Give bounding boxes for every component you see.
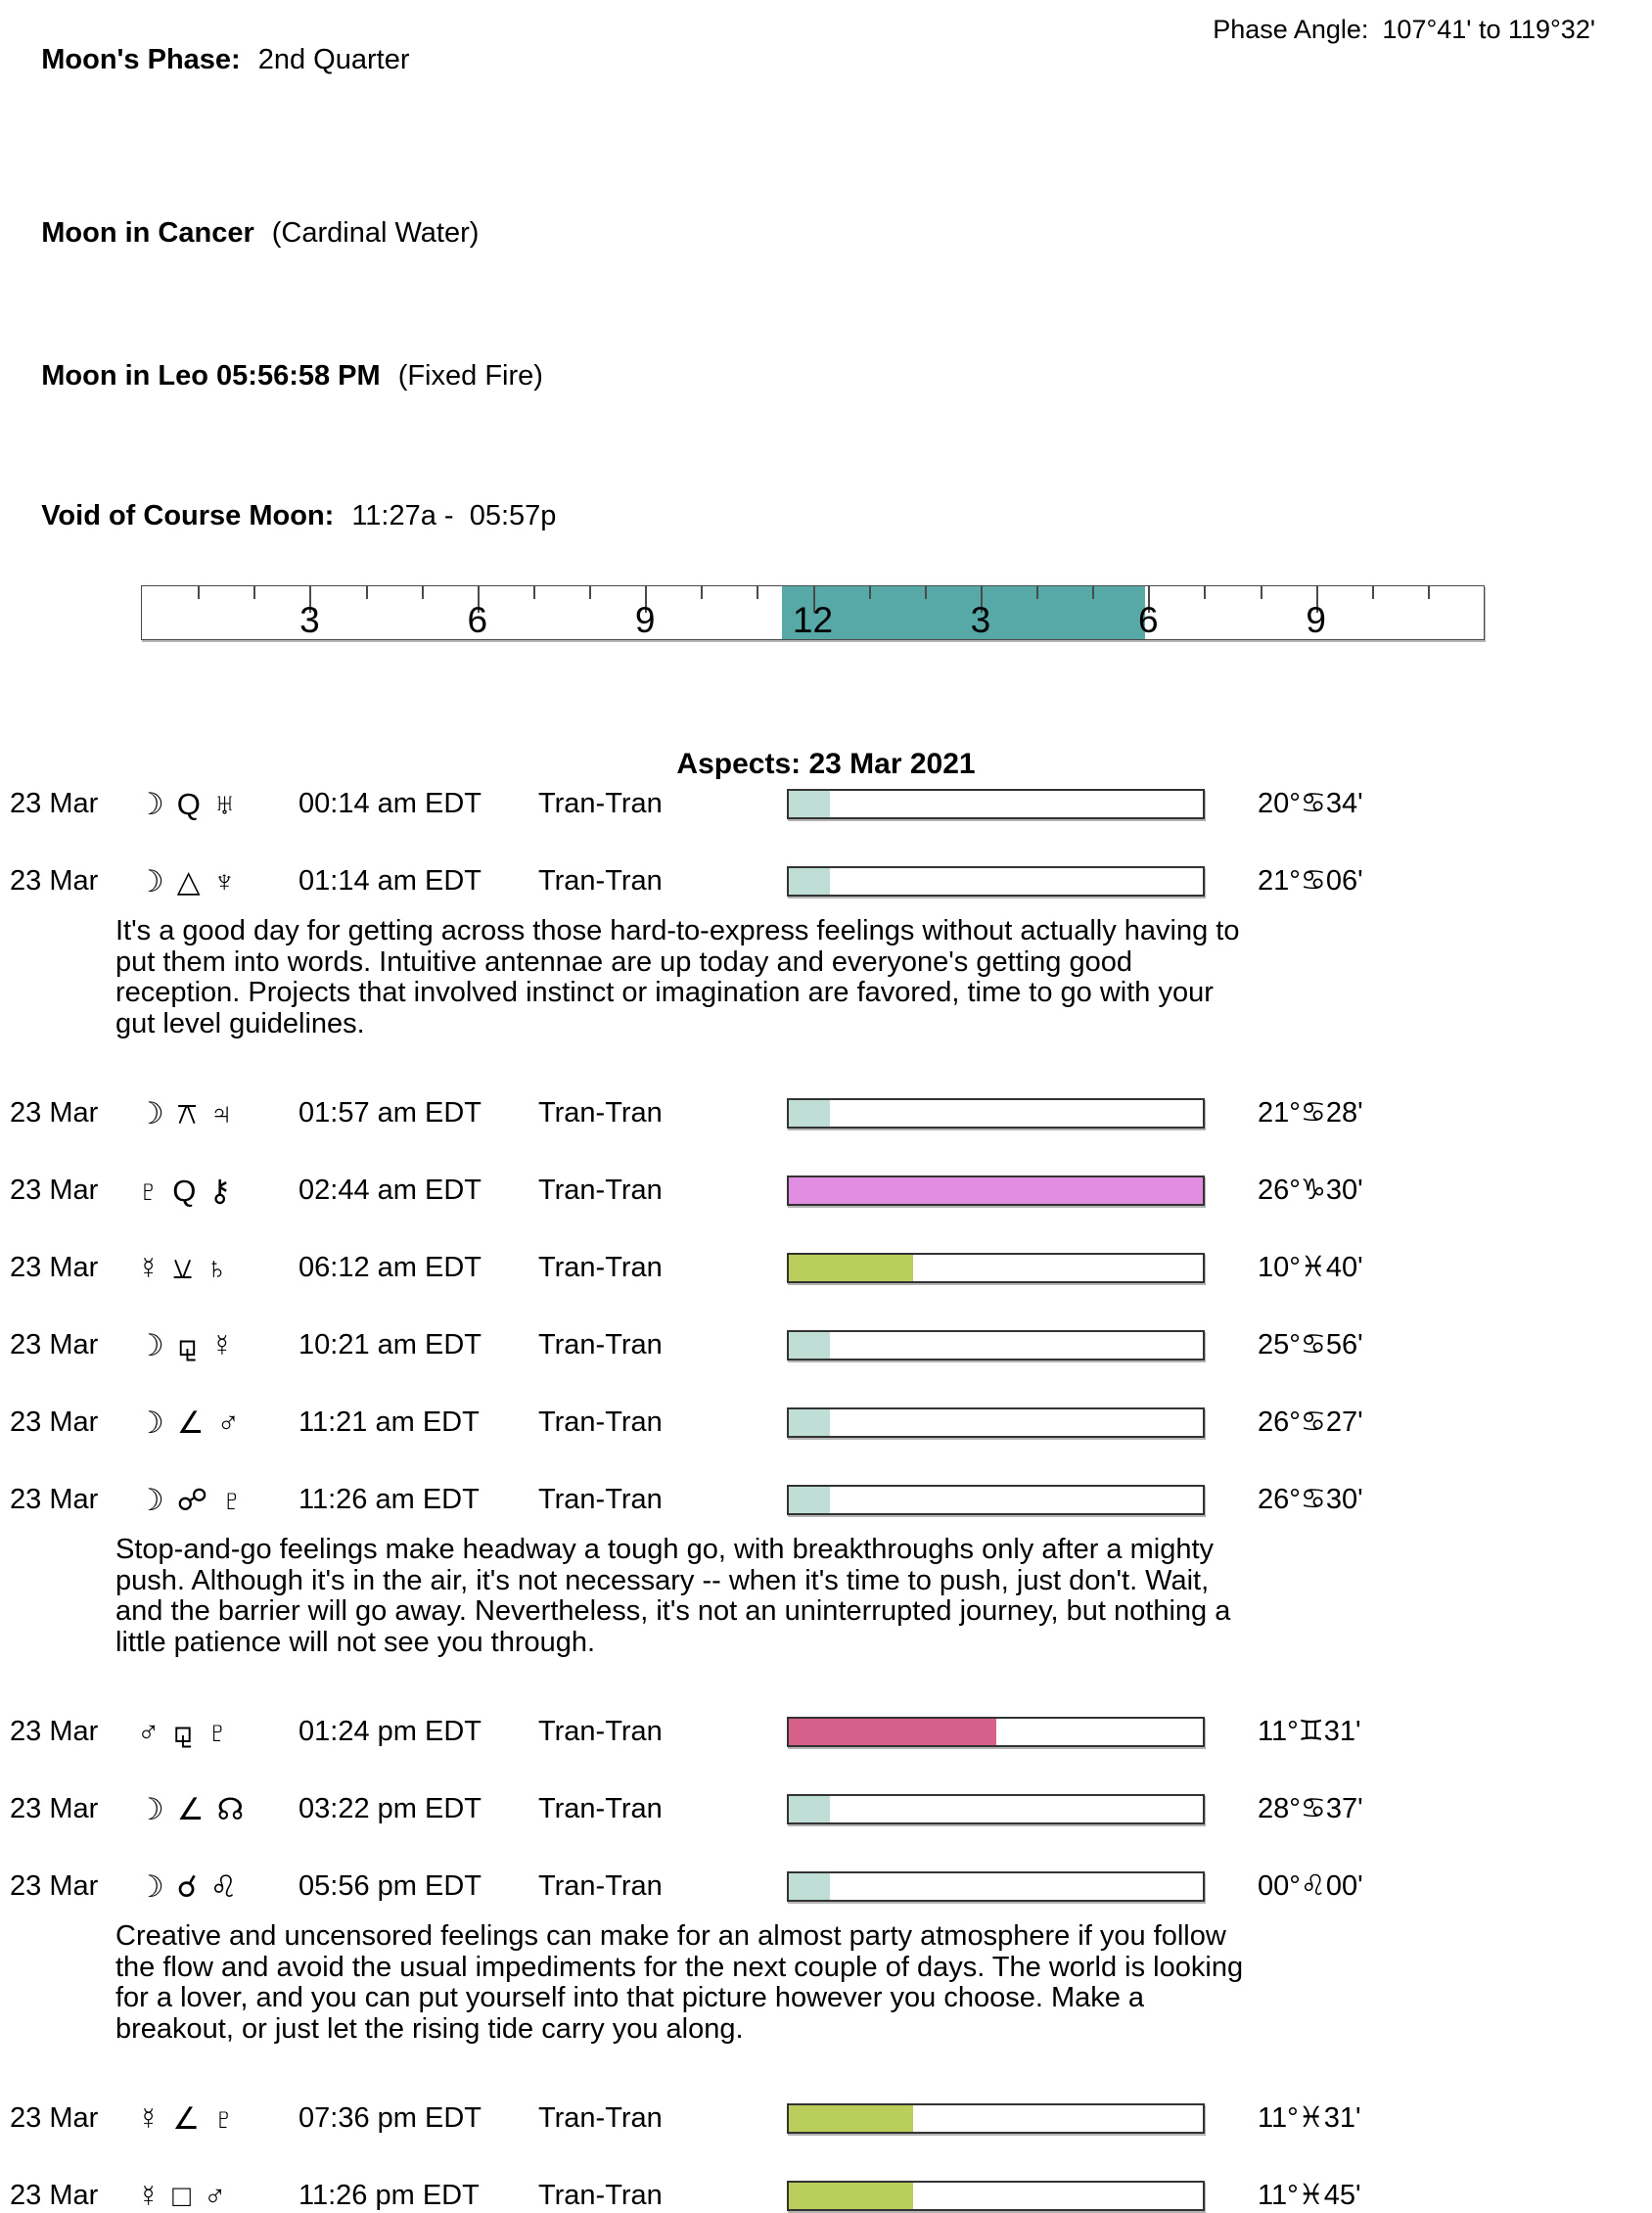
moon-ingress-line	[0, 328, 1652, 425]
aspect-row	[0, 1253, 1652, 1283]
orb-bar-fill	[789, 791, 830, 817]
voc-label: Void of Course Moon:	[41, 500, 335, 531]
hour-tick	[1372, 586, 1374, 599]
saturn-symbol: ♄	[205, 1251, 229, 1285]
uranus-symbol: ♅	[212, 787, 237, 821]
aspect-symbols	[137, 2181, 239, 2211]
north-node-symbol: ☊	[216, 1792, 245, 1826]
orb-bar-fill	[789, 1796, 830, 1822]
aspect-time: 11:26 pm EDT	[298, 2180, 480, 2211]
hour-tick	[925, 586, 927, 599]
aspect-description: Stop-and-go feelings make headway a tough go, with breakthroughs only after a mighty push. Although it's in the air, it's not necessary -- when it's time to push, just don't. Wait, and the barrier will go away. Nevertheless, it's not an uninterrupted journey, but nothing a little patience will not see you through.	[115, 1534, 1231, 1658]
hour-tick	[701, 586, 703, 599]
aspect-row	[0, 866, 1652, 897]
orb-bar-fill	[789, 1255, 913, 1281]
voc-highlight-region	[782, 586, 1145, 639]
aspect-type: Tran-Tran	[538, 788, 663, 819]
hour-tick	[589, 586, 591, 599]
aspect-symbols	[137, 1330, 246, 1360]
orb-bar-fill	[789, 1409, 830, 1436]
aspect-date: 23 Mar	[10, 788, 99, 819]
leo-symbol: ♌	[209, 1869, 238, 1904]
moon-ingress-label: Moon in Leo 05:56:58 PM	[41, 360, 381, 392]
hour-tick	[1261, 586, 1262, 599]
phase-angle-label: Phase Angle:	[1213, 15, 1369, 44]
aspect-degree-value: 26°♋30'	[1258, 1484, 1363, 1515]
mercury-symbol: ☿	[137, 1251, 161, 1285]
hour-label: 9	[1306, 600, 1326, 640]
aspect-symbols	[137, 2103, 248, 2134]
aspect-row	[0, 1871, 1652, 1902]
neptune-symbol: ♆	[212, 864, 236, 899]
hour-tick	[1428, 586, 1430, 599]
moons-phase-line	[0, 12, 1652, 141]
aspect-symbols	[137, 1253, 241, 1283]
aspect-time: 01:57 am EDT	[298, 1097, 482, 1129]
aspect-date: 23 Mar	[10, 1484, 99, 1515]
moon-sign-line	[0, 185, 1652, 282]
aspect-type: Tran-Tran	[538, 1252, 663, 1283]
moon-sign-value: (Cardinal Water)	[271, 217, 480, 249]
hour-label: 6	[467, 600, 488, 640]
aspect-date: 23 Mar	[10, 1175, 99, 1206]
aspect-row	[0, 1330, 1652, 1360]
mercury-symbol: ☿	[210, 1328, 234, 1362]
aspect-time: 02:44 am EDT	[298, 1175, 482, 1206]
moon-symbol: ☽	[137, 864, 164, 899]
sesquiquadrate-symbol: ⚼	[172, 1715, 194, 1749]
hour-tick	[757, 586, 758, 599]
hour-label: 3	[299, 600, 320, 640]
hour-label: 6	[1137, 600, 1159, 640]
semisquare-symbol: ∠	[176, 1792, 205, 1826]
orb-bar	[787, 1253, 1205, 1283]
orb-bar	[787, 1717, 1205, 1747]
semisextile-symbol: ⚺	[172, 1251, 193, 1285]
aspect-symbols	[137, 1717, 242, 1747]
aspect-type: Tran-Tran	[538, 1097, 663, 1129]
opposition-symbol: ☍	[176, 1483, 208, 1517]
orb-bar-fill	[789, 1332, 830, 1359]
orb-bar	[787, 1871, 1205, 1902]
aspect-time: 00:14 am EDT	[298, 788, 482, 819]
aspects-list	[0, 789, 1652, 2211]
aspect-degree-value: 21°♋06'	[1258, 865, 1363, 897]
jupiter-symbol: ♃	[209, 1096, 233, 1130]
aspect-date: 23 Mar	[10, 865, 99, 897]
aspect-type: Tran-Tran	[538, 2102, 663, 2134]
aspect-symbols	[137, 1098, 246, 1129]
aspect-symbols	[137, 866, 249, 897]
orb-bar-fill	[789, 868, 830, 895]
hour-label: 9	[634, 600, 656, 640]
aspect-type: Tran-Tran	[538, 1793, 663, 1824]
aspect-type: Tran-Tran	[538, 1716, 663, 1747]
pluto-symbol: ♇	[206, 1715, 229, 1749]
moon-symbol: ☽	[137, 787, 164, 821]
aspect-time: 11:26 am EDT	[298, 1484, 480, 1515]
hour-tick	[1092, 586, 1094, 599]
aspect-date: 23 Mar	[10, 1252, 99, 1283]
aspect-symbols	[137, 1871, 250, 1902]
hour-tick	[869, 586, 871, 599]
chiron-symbol: ⚷	[208, 1174, 232, 1208]
orb-bar	[787, 2181, 1205, 2211]
aspect-description: It's a good day for getting across those hard-to-express feelings without actually having to put them into words. Intuitive antennae are up today and everyone's getting good reception. Projects that involved instinct or imagination are favored, time to go with your gut level guidelines.	[115, 915, 1240, 1039]
aspect-degree-value: 26°♋27'	[1258, 1406, 1363, 1438]
orb-bar	[787, 1794, 1205, 1824]
orb-bar-fill	[789, 1177, 1203, 1204]
pluto-symbol: ♇	[220, 1483, 244, 1517]
aspect-row	[0, 1485, 1652, 1515]
aspect-symbols	[137, 1407, 252, 1438]
aspect-date: 23 Mar	[10, 1793, 99, 1824]
aspect-degree-value: 11°♓45'	[1258, 2180, 1361, 2211]
aspect-description: Creative and uncensored feelings can make for an almost party atmosphere if you follow the flow and avoid the usual impediments for the next couple of days. The world is looking for a lover, and you can put yourself into that picture however you choose. Make a breakout, or just let the rising tide carry you along.	[115, 1920, 1244, 2045]
moon-ingress-value: (Fixed Fire)	[397, 360, 543, 392]
hour-label: 12	[792, 600, 834, 640]
aspect-date: 23 Mar	[10, 1870, 99, 1902]
aspect-row	[0, 1717, 1652, 1747]
semisquare-symbol: ∠	[172, 2101, 201, 2136]
aspect-type: Tran-Tran	[538, 865, 663, 897]
hour-tick	[1036, 586, 1038, 599]
aspect-row	[0, 2181, 1652, 2211]
orb-bar-fill	[789, 1873, 830, 1900]
aspect-type: Tran-Tran	[538, 1329, 663, 1360]
orb-bar-fill	[789, 1100, 830, 1127]
semisquare-symbol: ∠	[176, 1406, 205, 1440]
trine-symbol: △	[176, 864, 201, 899]
phase-angle-value: 107°41' to 119°32'	[1382, 15, 1595, 44]
aspect-time: 01:14 am EDT	[298, 865, 482, 897]
aspect-date: 23 Mar	[10, 1329, 99, 1360]
quincunx-symbol: ⚻	[176, 1096, 198, 1130]
quintile-symbol: Q	[176, 787, 201, 821]
moon-symbol: ☽	[137, 1406, 164, 1440]
sesquiquadrate-symbol: ⚼	[176, 1328, 199, 1362]
aspect-degree-value: 00°♌00'	[1258, 1870, 1363, 1902]
moon-symbol: ☽	[137, 1792, 164, 1826]
aspect-degree-value: 11°♊31'	[1258, 1716, 1361, 1747]
aspect-date: 23 Mar	[10, 1097, 99, 1129]
aspect-symbols	[137, 1176, 244, 1206]
aspect-row	[0, 1794, 1652, 1824]
hour-label: 3	[970, 600, 991, 640]
aspect-degree-value: 25°♋56'	[1258, 1329, 1363, 1360]
phase-angle	[1213, 14, 1595, 46]
voc-line	[0, 468, 1652, 565]
orb-bar	[787, 1407, 1205, 1438]
aspect-row	[0, 2103, 1652, 2134]
aspects-title: Aspects: 23 Mar 2021	[676, 748, 976, 780]
pluto-symbol: ♇	[212, 2101, 236, 2136]
orb-bar-fill	[789, 1487, 830, 1513]
aspect-degree-value: 10°♓40'	[1258, 1252, 1363, 1283]
aspect-row	[0, 1176, 1652, 1206]
hour-tick	[366, 586, 368, 599]
orb-bar	[787, 2103, 1205, 2134]
aspect-time: 01:24 pm EDT	[298, 1716, 482, 1747]
orb-bar-fill	[789, 2105, 913, 2132]
aspect-time: 10:21 am EDT	[298, 1329, 482, 1360]
orb-bar	[787, 1098, 1205, 1129]
hour-tick	[422, 586, 424, 599]
conjunction-symbol: ☌	[176, 1869, 198, 1904]
orb-bar-fill	[789, 2183, 913, 2209]
hour-tick	[253, 586, 255, 599]
pluto-symbol: ♇	[137, 1174, 161, 1208]
aspect-degree-value: 20°♋34'	[1258, 788, 1363, 819]
voc-times: 11:27a - 05:57p	[351, 500, 557, 531]
aspect-symbols	[137, 1794, 256, 1824]
aspect-time: 05:56 pm EDT	[298, 1870, 482, 1902]
hour-tick	[1204, 586, 1206, 599]
moon-symbol: ☽	[137, 1483, 164, 1517]
aspect-row	[0, 1098, 1652, 1129]
aspect-time: 06:12 am EDT	[298, 1252, 482, 1283]
aspect-date: 23 Mar	[10, 2180, 99, 2211]
moon-symbol: ☽	[137, 1328, 164, 1362]
orb-bar	[787, 1176, 1205, 1206]
aspect-time: 11:21 am EDT	[298, 1406, 480, 1438]
aspect-type: Tran-Tran	[538, 1870, 663, 1902]
orb-bar	[787, 1485, 1205, 1515]
mercury-symbol: ☿	[137, 2179, 161, 2213]
aspect-date: 23 Mar	[10, 2102, 99, 2134]
aspect-degree-value: 28°♋37'	[1258, 1793, 1363, 1824]
square-symbol: □	[172, 2179, 191, 2213]
moons-phase-label: Moon's Phase:	[41, 44, 241, 75]
hour-tick	[198, 586, 200, 599]
aspect-row	[0, 1407, 1652, 1438]
aspect-time: 03:22 pm EDT	[298, 1793, 482, 1824]
aspect-row	[0, 789, 1652, 819]
mercury-symbol: ☿	[137, 2101, 161, 2136]
hour-tick	[533, 586, 535, 599]
aspect-type: Tran-Tran	[538, 1406, 663, 1438]
aspect-date: 23 Mar	[10, 1716, 99, 1747]
voc-ruler	[141, 585, 1485, 640]
aspect-degree-value: 26°♑30'	[1258, 1175, 1363, 1206]
aspect-symbols	[137, 789, 249, 819]
aspect-time: 07:36 pm EDT	[298, 2102, 482, 2134]
aspect-symbols	[137, 1485, 255, 1515]
moon-symbol: ☽	[137, 1096, 164, 1130]
mars-symbol: ♂	[137, 1715, 161, 1749]
quintile-symbol: Q	[172, 1174, 197, 1208]
aspect-date: 23 Mar	[10, 1406, 99, 1438]
moon-sign-label: Moon in Cancer	[41, 217, 254, 249]
orb-bar	[787, 866, 1205, 897]
orb-bar	[787, 789, 1205, 819]
aspect-type: Tran-Tran	[538, 2180, 663, 2211]
aspect-type: Tran-Tran	[538, 1175, 663, 1206]
mars-symbol: ♂	[203, 2179, 227, 2213]
orb-bar-fill	[789, 1719, 996, 1745]
moons-phase-value: 2nd Quarter	[257, 44, 410, 75]
moon-symbol: ☽	[137, 1869, 164, 1904]
orb-bar	[787, 1330, 1205, 1360]
aspect-degree-value: 11°♓31'	[1258, 2102, 1361, 2134]
aspect-type: Tran-Tran	[538, 1484, 663, 1515]
aspect-degree-value: 21°♋28'	[1258, 1097, 1363, 1129]
mars-symbol: ♂	[216, 1406, 240, 1440]
astrology-report-page	[0, 12, 1652, 2211]
